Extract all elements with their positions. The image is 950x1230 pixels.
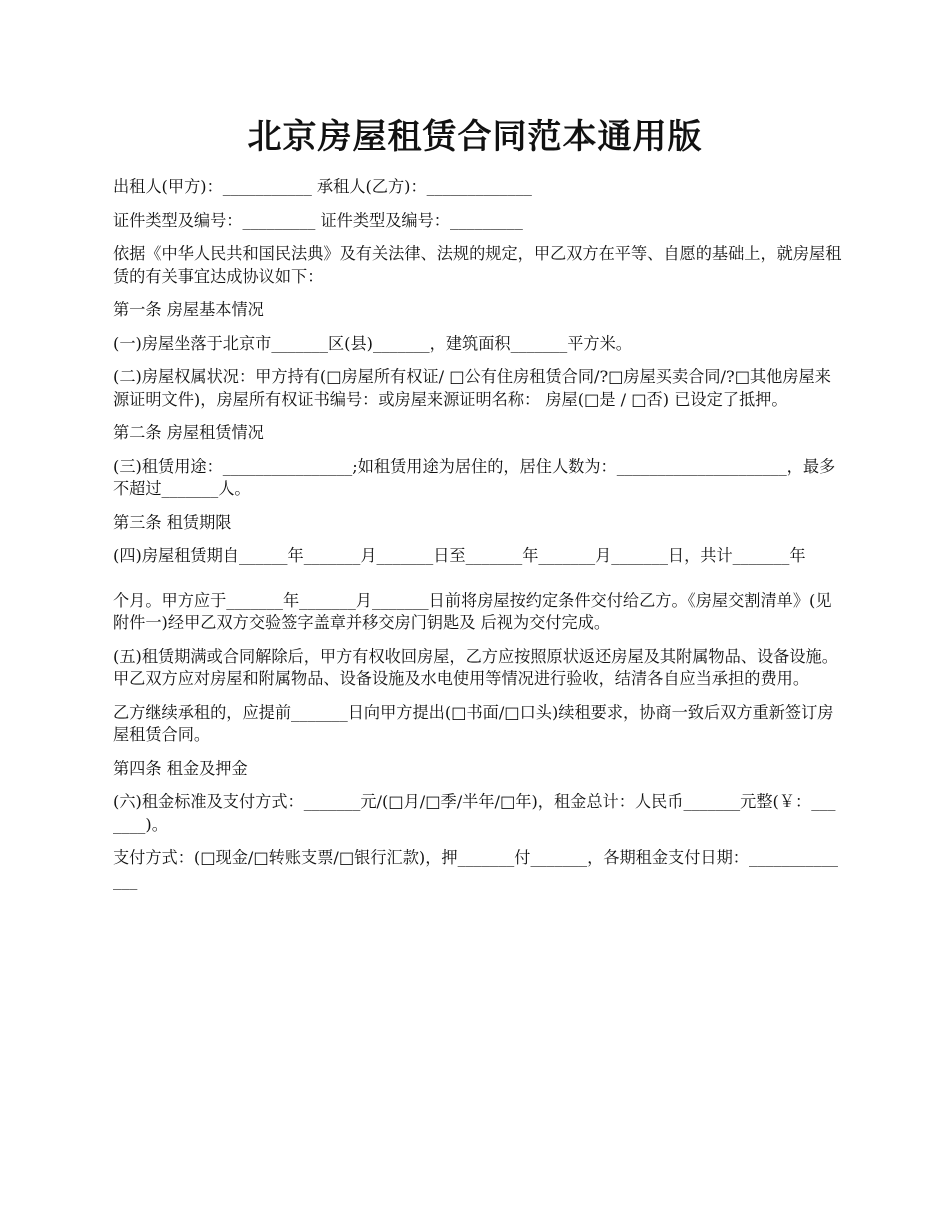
payment-method-paragraph: 支付方式：(□现金/□转账支票/□银行汇款)，押_______付_______，各期租金支付日期：______________	[113, 848, 839, 890]
clause-4-paragraph: (四)房屋租赁期自______年_______月_______日至_______年_______月_______日，共计_______年	[113, 546, 806, 565]
parties-line: 出租人(甲方)：___________ 承租人(乙方)：_____________	[113, 177, 532, 196]
clause-6-paragraph: (六)租金标准及支付方式：_______元/(□月/□季/半年/□年)，租金总计：人民币_______元整(￥：_______)。	[113, 792, 836, 834]
article-1-heading: 第一条 房屋基本情况	[113, 300, 264, 319]
document-title: 北京房屋租赁合同范本通用版	[247, 117, 703, 157]
article-2-heading: 第二条 房屋租赁情况	[113, 423, 264, 442]
delivery-paragraph: 个月。甲方应于_______年_______月_______日前将房屋按约定条件交付给乙方。《房屋交割清单》(见附件一)经甲乙双方交验签字盖章并移交房门钥匙及 后视为交付完成。	[113, 590, 832, 632]
article-4-heading: 第四条 租金及押金	[113, 758, 248, 778]
preamble-paragraph: 依据《中华人民共和国民法典》及有关法律、法规的规定，甲乙双方在平等、自愿的基础上，就房屋租赁的有关事宜达成协议如下：	[113, 244, 842, 286]
document-body	[113, 176, 843, 903]
clause-3-paragraph: (三)租赁用途：________________;如租赁用途为居住的，居住人数为：_____________________，最多不超过_______人。	[113, 456, 836, 498]
clause-5-paragraph: (五)租赁期满或合同解除后，甲方有权收回房屋，乙方应按照原状返还房屋及其附属物品、设备设施。甲乙双方应对房屋和附属物品、设备设施及水电使用等情况进行验收，结清各自应当承担的费用。	[113, 646, 838, 688]
article-3-heading: 第三条 租赁期限	[113, 512, 232, 532]
renewal-paragraph: 乙方继续承租的，应提前_______日向甲方提出(□书面/□口头)续租要求，协商一致后双方重新签订房屋租赁合同。	[113, 702, 834, 744]
id-type-line: 证件类型及编号：_________ 证件类型及编号：_________	[113, 210, 523, 230]
clause-1-paragraph: (一)房屋坐落于北京市_______区(县)_______，建筑面积_______平方米。	[113, 333, 632, 353]
clause-2-paragraph: (二)房屋权属状况：甲方持有(□房屋所有权证/ □公有住房租赁合同/?□房屋买卖合同/?□其他房屋来源证明文件)，房屋所有权证书编号：或房屋来源证明名称： 房屋(□是 / □否) 已设定了抵押。	[113, 367, 831, 409]
